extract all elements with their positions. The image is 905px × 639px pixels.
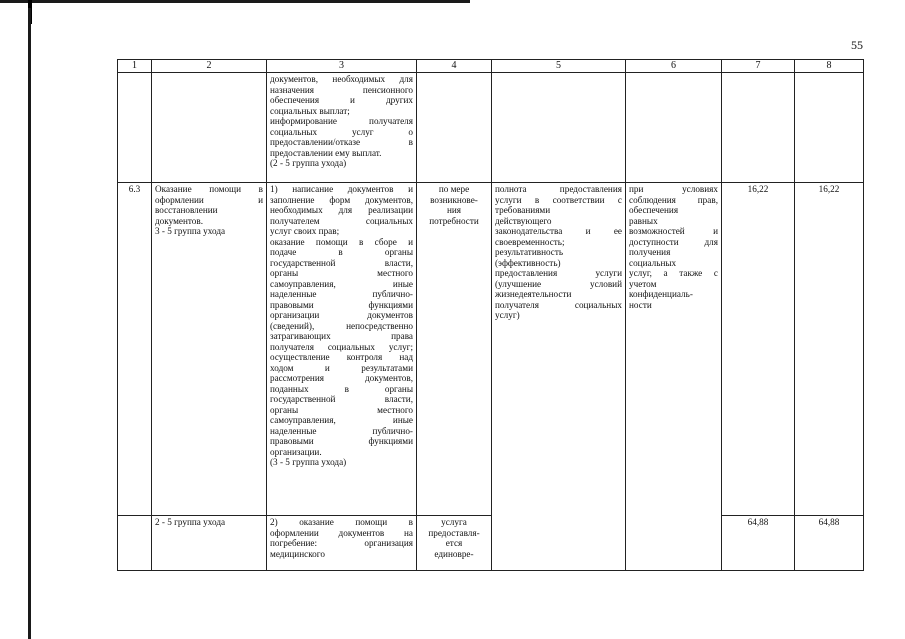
continuation-row	[118, 73, 864, 183]
text-line: органы местного	[270, 268, 413, 278]
text-line: наделенные публично-	[270, 425, 413, 436]
text-line: государственной власти,	[270, 257, 413, 268]
cell	[722, 73, 795, 183]
text-line: социальных услуг о	[270, 126, 413, 137]
text-line: государственной власти,	[270, 394, 413, 404]
text-line: наделенные публично-	[270, 289, 413, 299]
text-line: услуг, а также с	[629, 268, 718, 278]
text-line: полнота предоставления	[495, 184, 622, 194]
text-line: предоставля-	[428, 527, 480, 538]
text-line: заполнение форм документов,	[270, 194, 413, 205]
text-line: самоуправления, иные	[270, 278, 413, 289]
cell	[152, 73, 267, 183]
sub-tariff-value: 64,88	[722, 516, 795, 571]
text-line: необходимых для реализации	[270, 205, 413, 215]
text-line: 3 - 5 группа ухода	[155, 226, 226, 236]
text-line: поданных в органы	[270, 383, 413, 394]
table-row-6-3	[118, 183, 864, 516]
text-line: назначения пенсионного	[270, 84, 413, 95]
header-cell: 5	[492, 60, 626, 73]
text-line: (эффективность)	[495, 257, 561, 268]
text-line: подаче в органы	[270, 247, 413, 257]
text-line: органы местного	[270, 404, 413, 415]
service-frequency	[417, 183, 492, 516]
text-line: получателя социальных	[495, 299, 622, 310]
text-line: оказание помощи в сборе и	[270, 236, 413, 247]
scan-edge-top	[0, 0, 470, 3]
text-line: услуг)	[495, 310, 520, 320]
text-line: предоставлении/отказе в	[270, 137, 413, 147]
text-line: соблюдения прав,	[629, 194, 718, 205]
text-line: единовре-	[434, 548, 474, 559]
text-line: (сведений), непосредственно	[270, 320, 413, 331]
text-line: получения	[629, 247, 671, 257]
cell	[417, 73, 492, 183]
text-line: самоуправления, иные	[270, 415, 413, 425]
scan-edge-left	[28, 8, 31, 639]
text-line: возможностей и	[629, 226, 718, 236]
text-line: организации документов	[270, 310, 413, 320]
text-line: (улучшение условий	[495, 278, 622, 289]
text-line: социальных	[629, 257, 677, 268]
service-conditions	[626, 183, 722, 571]
text-line: рассмотрения документов,	[270, 373, 413, 383]
text-line: требованиями	[495, 205, 551, 215]
text-line: (3 - 5 группа ухода)	[270, 457, 347, 467]
text-line: услуг своих прав;	[270, 226, 340, 236]
text-line: ется	[445, 538, 463, 548]
text-line: ния	[446, 205, 462, 215]
text-line: услуги в соответствии с	[495, 194, 622, 205]
text-line: социальных выплат;	[270, 105, 350, 116]
quality-indicators	[492, 183, 626, 571]
text-line: правовыми функциями	[270, 299, 413, 310]
sub-service-frequency	[417, 516, 492, 571]
cell	[118, 516, 152, 571]
header-cell: 1	[118, 60, 152, 73]
header-cell: 2	[152, 60, 267, 73]
text-line: 1) написание документов и	[270, 184, 413, 194]
text-line: погребение: организация	[270, 538, 413, 548]
text-line: жизнедеятельности	[495, 289, 572, 299]
text-line: медицинского	[270, 548, 325, 559]
services-table	[117, 59, 864, 571]
cell	[492, 73, 626, 183]
sub-care-group: 2 - 5 группа ухода	[152, 516, 267, 571]
text-line: информирование получателя	[270, 116, 413, 126]
service-description	[267, 183, 417, 516]
text-line: учетом	[629, 278, 657, 289]
tariff-value: 16,22	[722, 183, 795, 516]
service-name	[152, 183, 267, 516]
text-line: законодательства и ее	[495, 226, 622, 236]
text-line: получателя социальных услуг;	[270, 341, 413, 352]
header-row	[118, 60, 864, 73]
text-line: конфиденциаль-	[629, 289, 693, 299]
text-line: Оказание помощи в	[155, 184, 263, 194]
cell	[795, 73, 864, 183]
header-cell: 3	[267, 60, 417, 73]
table-row-sub	[118, 516, 864, 571]
page-number: 55	[851, 38, 863, 52]
text-line: обеспечения	[629, 205, 679, 215]
text-line: потребности	[429, 215, 479, 226]
header-cell: 6	[626, 60, 722, 73]
text-line: получателем социальных	[270, 215, 413, 226]
text-line: затрагивающих права	[270, 331, 413, 341]
text-line: осуществление контроля над	[270, 352, 413, 362]
text-line: документов, необходимых для	[270, 74, 413, 84]
text-line: ности	[629, 299, 652, 310]
text-line: правовыми функциями	[270, 436, 413, 446]
text-line: оформлении документов на	[270, 527, 413, 538]
text-line: услуга	[441, 517, 467, 527]
text-line: своевременность;	[495, 236, 565, 247]
header-cell: 4	[417, 60, 492, 73]
tariff-value: 16,22	[795, 183, 864, 516]
cell	[118, 73, 152, 183]
sub-tariff-value: 64,88	[795, 516, 864, 571]
text-line: восстановлении	[155, 205, 218, 215]
text-line: действующего	[495, 215, 552, 226]
header-cell: 7	[722, 60, 795, 73]
text-line: результативность	[495, 247, 564, 257]
text-line: предоставлении ему выплат.	[270, 147, 382, 158]
text-line: равных	[629, 215, 658, 226]
sub-service-description	[267, 516, 417, 571]
text-line: доступности для	[629, 236, 718, 247]
text-line: документов.	[155, 215, 204, 226]
header-cell: 8	[795, 60, 864, 73]
continuation-description	[267, 73, 417, 183]
text-line: ходом и результатами	[270, 362, 413, 373]
text-line: по мере	[438, 184, 470, 194]
text-line: (2 - 5 группа ухода)	[270, 158, 347, 168]
text-line: предоставления услуги	[495, 268, 622, 278]
text-line: оформлении и	[155, 194, 263, 205]
text-line: организации.	[270, 446, 322, 457]
cell	[626, 73, 722, 183]
text-line: 2) оказание помощи в	[270, 517, 413, 527]
text-line: возникнове-	[430, 194, 478, 205]
text-line: при условиях	[629, 184, 718, 194]
row-number: 6.3	[118, 183, 152, 516]
text-line: обеспечения и других	[270, 95, 413, 105]
